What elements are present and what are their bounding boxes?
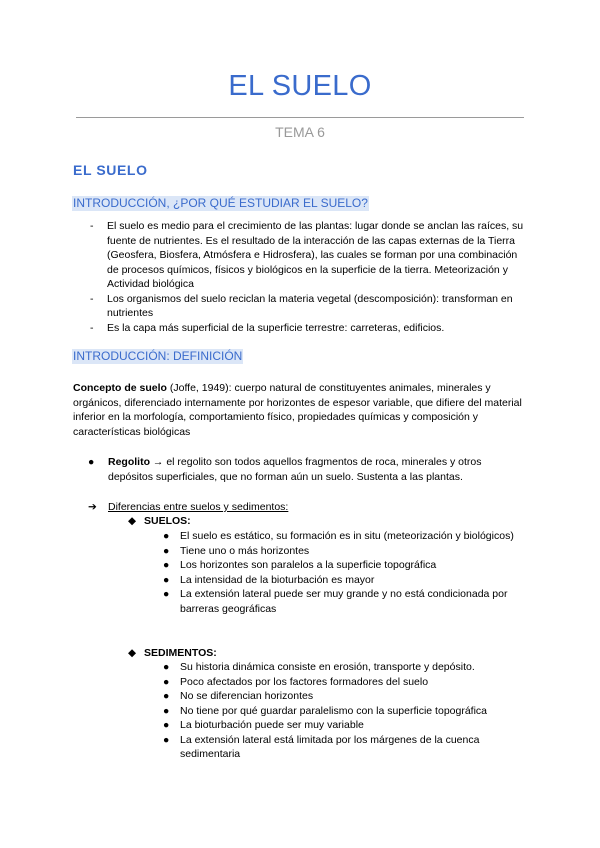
dot-marker: ● (163, 573, 170, 586)
regolito-paragraph (108, 455, 528, 484)
suelos-item-text: Tiene uno o más horizontes (180, 544, 310, 557)
list-item (90, 292, 527, 321)
sedimentos-item-text: La extensión lateral está limitada por los márgenes de la cuenca sedimentaria (180, 733, 480, 760)
regolito-term: Regolito (108, 456, 150, 468)
dash-marker: - (90, 321, 94, 334)
dash-marker: - (90, 292, 94, 305)
suelos-item-text: El suelo es estático, su formación es in situ (meteorización y biológicos) (180, 530, 514, 542)
list-item (163, 704, 525, 719)
dot-marker: ● (88, 456, 95, 468)
list-item (163, 573, 525, 588)
list-item (163, 660, 525, 675)
suelos-item-text: La extensión lateral puede ser muy grande y no está condicionada por barreras geográficas (180, 588, 508, 615)
definition-text: (Joffe, 1949): cuerpo natural de constituyentes animales, minerales y orgánicos, diferenciado internamente por horizontes de espesor variable, que difiere del material inferior en la morfología, comportamiento físico, propiedades químicas y composición y características biológicas (73, 382, 522, 438)
section-title: EL SUELO (73, 162, 148, 178)
dash-marker: - (90, 220, 94, 232)
dot-marker: ● (163, 588, 170, 600)
definition-term: Concepto de suelo (73, 382, 167, 394)
sedimentos-item-text: No tiene por qué guardar paralelismo con la superficie topográfica (180, 704, 488, 717)
dot-marker: ● (163, 675, 170, 688)
regolito-text: el regolito son todos aquellos fragmentos de roca, minerales y otros depósitos superficiales, que no forman aún un suelo. Sustenta a las plantas. (108, 456, 482, 483)
dot-marker: ● (163, 690, 170, 702)
list-item (163, 733, 525, 762)
definition-heading: INTRODUCCIÓN: DEFINICIÓN (73, 349, 243, 363)
diamond-marker: ◆ (128, 647, 137, 659)
list-item (163, 689, 525, 704)
dot-marker: ● (163, 704, 170, 717)
dot-marker: ● (163, 661, 170, 673)
dot-marker: ● (163, 719, 170, 731)
differences-heading: Diferencias entre suelos y sedimentos: (108, 501, 289, 513)
dot-marker: ● (163, 733, 170, 746)
suelos-list (163, 529, 525, 616)
sedimentos-item-text: No se diferencian horizontes (180, 690, 314, 702)
arrow-marker: ➔ (88, 501, 97, 513)
dot-marker: ● (163, 559, 170, 571)
list-item (90, 321, 527, 336)
list-item (163, 529, 525, 544)
sedimentos-list (163, 660, 525, 762)
title-divider (76, 117, 524, 118)
list-item (163, 558, 525, 573)
sedimentos-label: SEDIMENTOS: (144, 647, 217, 659)
list-item (163, 587, 525, 616)
sedimentos-item-text: Poco afectados por los factores formadores del suelo (180, 675, 429, 688)
suelos-item-text: La intensidad de la bioturbación es mayor (180, 573, 375, 586)
suelos-label: SUELOS: (144, 515, 191, 527)
intro-item-text: Es la capa más superficial de la superficie terrestre: carreteras, edificios. (107, 321, 445, 334)
intro-heading: INTRODUCCIÓN, ¿POR QUÉ ESTUDIAR EL SUELO? (73, 196, 368, 210)
dot-marker: ● (163, 544, 170, 557)
list-item (90, 219, 527, 292)
list-item (163, 718, 525, 733)
document-title: EL SUELO (228, 70, 372, 102)
dot-marker: ● (163, 530, 170, 542)
intro-item-text: Los organismos del suelo reciclan la materia vegetal (descomposición): transforman en nutrientes (107, 292, 513, 319)
sedimentos-item-text: Su historia dinámica consiste en erosión, transporte y depósito. (180, 661, 475, 673)
intro-list (90, 219, 527, 335)
list-item (163, 544, 525, 559)
diamond-marker: ◆ (128, 515, 137, 527)
intro-item-text: El suelo es medio para el crecimiento de las plantas: lugar donde se anclan las raíces, su fuente de nutrientes. Es el resultado de la interacción de las capas externas de la Tierra (Geosfera, Biosfera, Atmósfera e Hidrosfera), las cuales se forman por una combinación de procesos químicos, físicos y biológicos en la superficie de la tierra. Meteorización y Actividad biológica (107, 220, 524, 290)
document-subtitle: TEMA 6 (275, 124, 325, 140)
list-item (163, 675, 525, 690)
regolito-arrow: → (150, 456, 167, 468)
definition-paragraph (73, 381, 525, 439)
sedimentos-item-text: La bioturbación puede ser muy variable (180, 719, 364, 731)
suelos-item-text: Los horizontes son paralelos a la superficie topográfica (180, 559, 437, 571)
